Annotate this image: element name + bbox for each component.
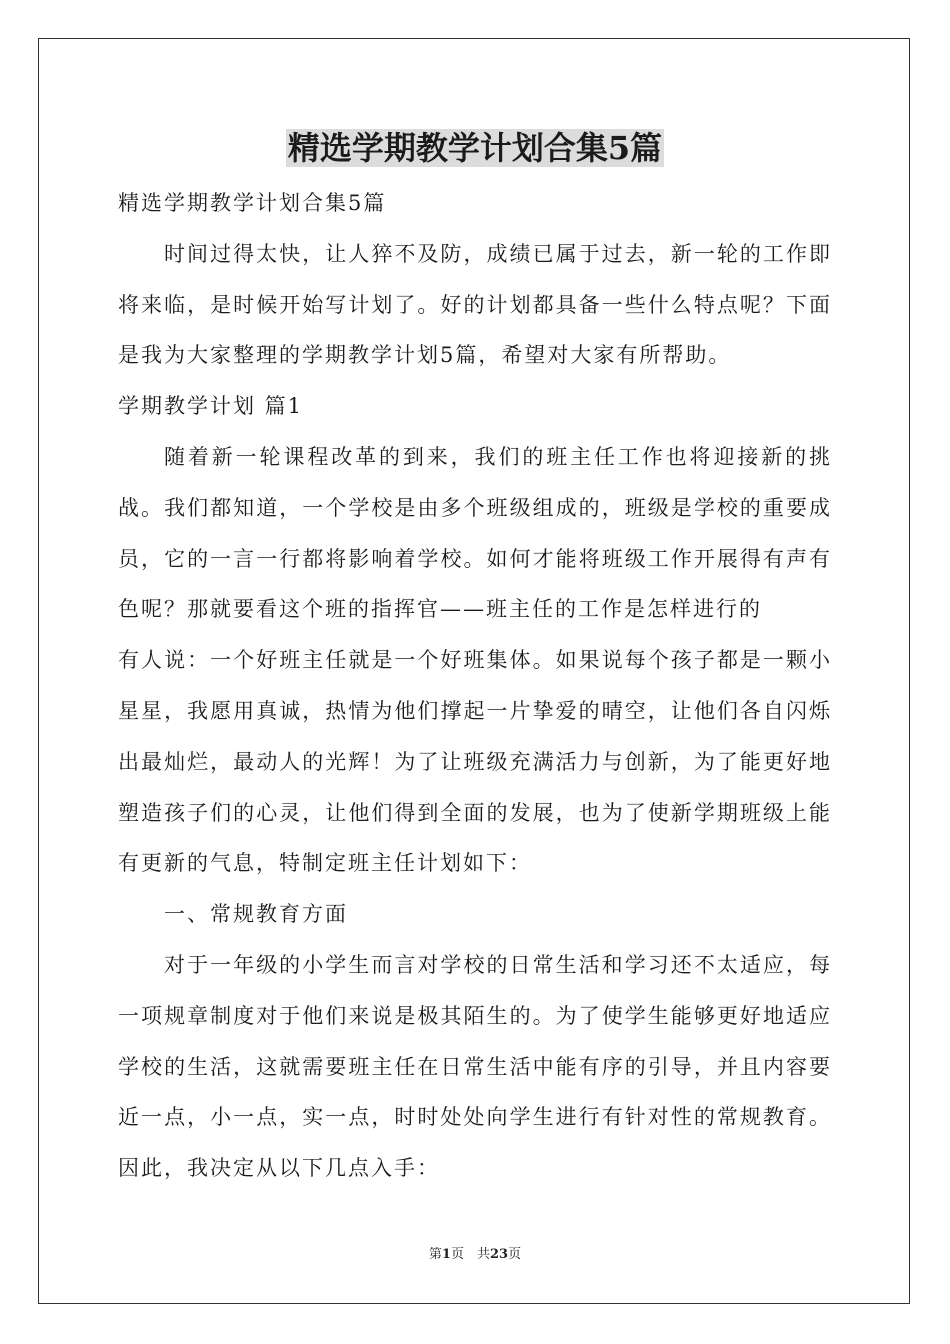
document-title-text: 精选学期教学计划合集5篇 <box>287 129 663 167</box>
page-prefix: 第 <box>428 1247 442 1262</box>
page-number: 1 <box>441 1247 451 1262</box>
page-footer <box>0 1246 950 1264</box>
page-suffix: 页 <box>508 1247 522 1262</box>
total-pages: 23 <box>489 1247 509 1262</box>
body-paragraph: 随着新一轮课程改革的到来，我们的班主任工作也将迎接新的挑战。我们都知道，一个学校是由多个班级组成的，班级是学校的重要成员，它的一言一行都将影响着学校。如何才能将班级工作开展得有声有色呢？那就要看这个班的指挥官——班主任的工作是怎样进行的 <box>118 444 832 622</box>
intro-paragraph: 时间过得太快，让人猝不及防，成绩已属于过去，新一轮的工作即将来临，是时候开始写计划了。好的计划都具备一些什么特点呢？下面是我为大家整理的学期教学计划5篇，希望对大家有所帮助。 <box>118 241 832 368</box>
body-paragraph: 对于一年级的小学生而言对学校的日常生活和学习还不太适应，每一项规章制度对于他们来说是极其陌生的。为了使学生能够更好地适应学校的生活，这就需要班主任在日常生活中能有序的引导，并且内容要近一点，小一点，实一点，时时处处向学生进行有针对性的常规教育。因此，我决定从以下几点入手： <box>118 952 832 1181</box>
document-title <box>0 126 950 170</box>
page-mid: 页 共 <box>450 1247 490 1262</box>
body-paragraph: 有人说：一个好班主任就是一个好班集体。如果说每个孩子都是一颗小星星，我愿用真诚，热情为他们撑起一片挚爱的晴空，让他们各自闪烁出最灿烂，最动人的光辉！为了让班级充满活力与创新，为了能更好地塑造孩子们的心灵，让他们得到全面的发展，也为了使新学期班级上能有更新的气息，特制定班主任计划如下： <box>118 648 832 876</box>
document-subtitle: 精选学期教学计划合集5篇 <box>118 191 387 215</box>
subsection-heading: 一、常规教育方面 <box>164 902 348 927</box>
section-heading: 学期教学计划 篇1 <box>118 394 304 419</box>
document-body <box>118 178 832 1194</box>
